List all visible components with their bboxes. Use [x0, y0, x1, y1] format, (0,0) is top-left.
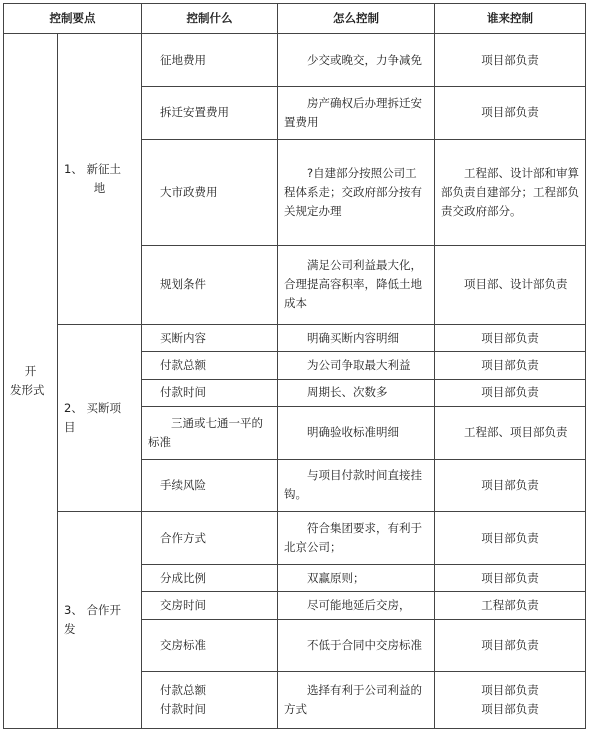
- who-cell: 项目部、设计部负责: [435, 245, 586, 324]
- table-row: [4, 34, 586, 87]
- what-cell: 分成比例: [142, 564, 278, 591]
- how-cell: ?自建部分按照公司工程体系走；交政府部分按有关规定办理: [278, 139, 435, 245]
- who-cell: 项目部负责: [435, 379, 586, 406]
- section-title-2-line2: 目: [64, 420, 76, 435]
- what-cell: 交房标准: [142, 619, 278, 672]
- section-title-3: [58, 512, 142, 729]
- what-cell: 买断内容: [142, 324, 278, 351]
- main-category-line1: 开: [24, 364, 37, 379]
- what-cell: 拆迁安置费用: [142, 87, 278, 140]
- who-line1: 项目部负责: [481, 683, 539, 698]
- what-line2: 付款时间: [160, 702, 206, 717]
- header-row: [4, 4, 586, 34]
- section-title-1: [58, 34, 142, 325]
- how-cell: 不低于合同中交房标准: [278, 619, 435, 672]
- how-cell: 房产确权后办理拆迁安置费用: [278, 87, 435, 140]
- what-cell: [142, 672, 278, 729]
- section-title-3-line1: 3、 合作开: [64, 603, 121, 618]
- how-cell: 明确买断内容明细: [278, 324, 435, 351]
- header-who: 谁来控制: [435, 4, 586, 34]
- who-cell: 项目部负责: [435, 459, 586, 512]
- who-cell: 项目部负责: [435, 87, 586, 140]
- header-what: 控制什么: [142, 4, 278, 34]
- what-cell: 大市政费用: [142, 139, 278, 245]
- control-table: [3, 3, 586, 729]
- section-title-1-line1: 1、 新征土: [64, 162, 121, 177]
- who-cell: 项目部负责: [435, 34, 586, 87]
- who-cell: 项目部负责: [435, 512, 586, 565]
- how-cell: 周期长、次数多: [278, 379, 435, 406]
- table-row: [4, 324, 586, 351]
- how-cell: 与项目付款时间直接挂钩。: [278, 459, 435, 512]
- who-cell: 工程部负责: [435, 592, 586, 619]
- how-cell: 为公司争取最大利益: [278, 352, 435, 379]
- what-cell: 合作方式: [142, 512, 278, 565]
- how-cell: 少交或晚交，力争减免: [278, 34, 435, 87]
- what-cell: 征地费用: [142, 34, 278, 87]
- section-title-1-line2: 地: [93, 181, 106, 196]
- main-category-line2: 发形式: [10, 383, 45, 398]
- header-how: 怎么控制: [278, 4, 435, 34]
- main-category-cell: [4, 34, 58, 729]
- what-line1: 付款总额: [160, 683, 206, 698]
- what-cell: 交房时间: [142, 592, 278, 619]
- how-cell: 明确验收标准明细: [278, 406, 435, 459]
- section-title-2-line1: 2、 买断项: [64, 401, 121, 416]
- what-cell: 付款时间: [142, 379, 278, 406]
- header-control-point: 控制要点: [4, 4, 142, 34]
- who-line2: 项目部负责: [481, 702, 539, 717]
- what-cell: 付款总额: [142, 352, 278, 379]
- who-cell: 工程部、设计部和审算部负责自建部分；工程部负责交政府部分。: [435, 139, 586, 245]
- who-cell: [435, 672, 586, 729]
- table-row: [4, 512, 586, 565]
- how-cell: 尽可能地延后交房，: [278, 592, 435, 619]
- what-cell: 三通或七通一平的标准: [142, 406, 278, 459]
- what-cell: 手续风险: [142, 459, 278, 512]
- what-cell: 规划条件: [142, 245, 278, 324]
- section-title-2: [58, 324, 142, 511]
- how-cell: 选择有利于公司利益的方式: [278, 672, 435, 729]
- who-cell: 项目部负责: [435, 564, 586, 591]
- who-cell: 项目部负责: [435, 619, 586, 672]
- who-cell: 工程部、项目部负责: [435, 406, 586, 459]
- who-cell: 项目部负责: [435, 352, 586, 379]
- how-cell: 满足公司利益最大化，合理提高容积率，降低土地成本: [278, 245, 435, 324]
- who-cell: 项目部负责: [435, 324, 586, 351]
- how-cell: 符合集团要求，有利于北京公司；: [278, 512, 435, 565]
- how-cell: 双赢原则；: [278, 564, 435, 591]
- section-title-3-line2: 发: [64, 622, 76, 637]
